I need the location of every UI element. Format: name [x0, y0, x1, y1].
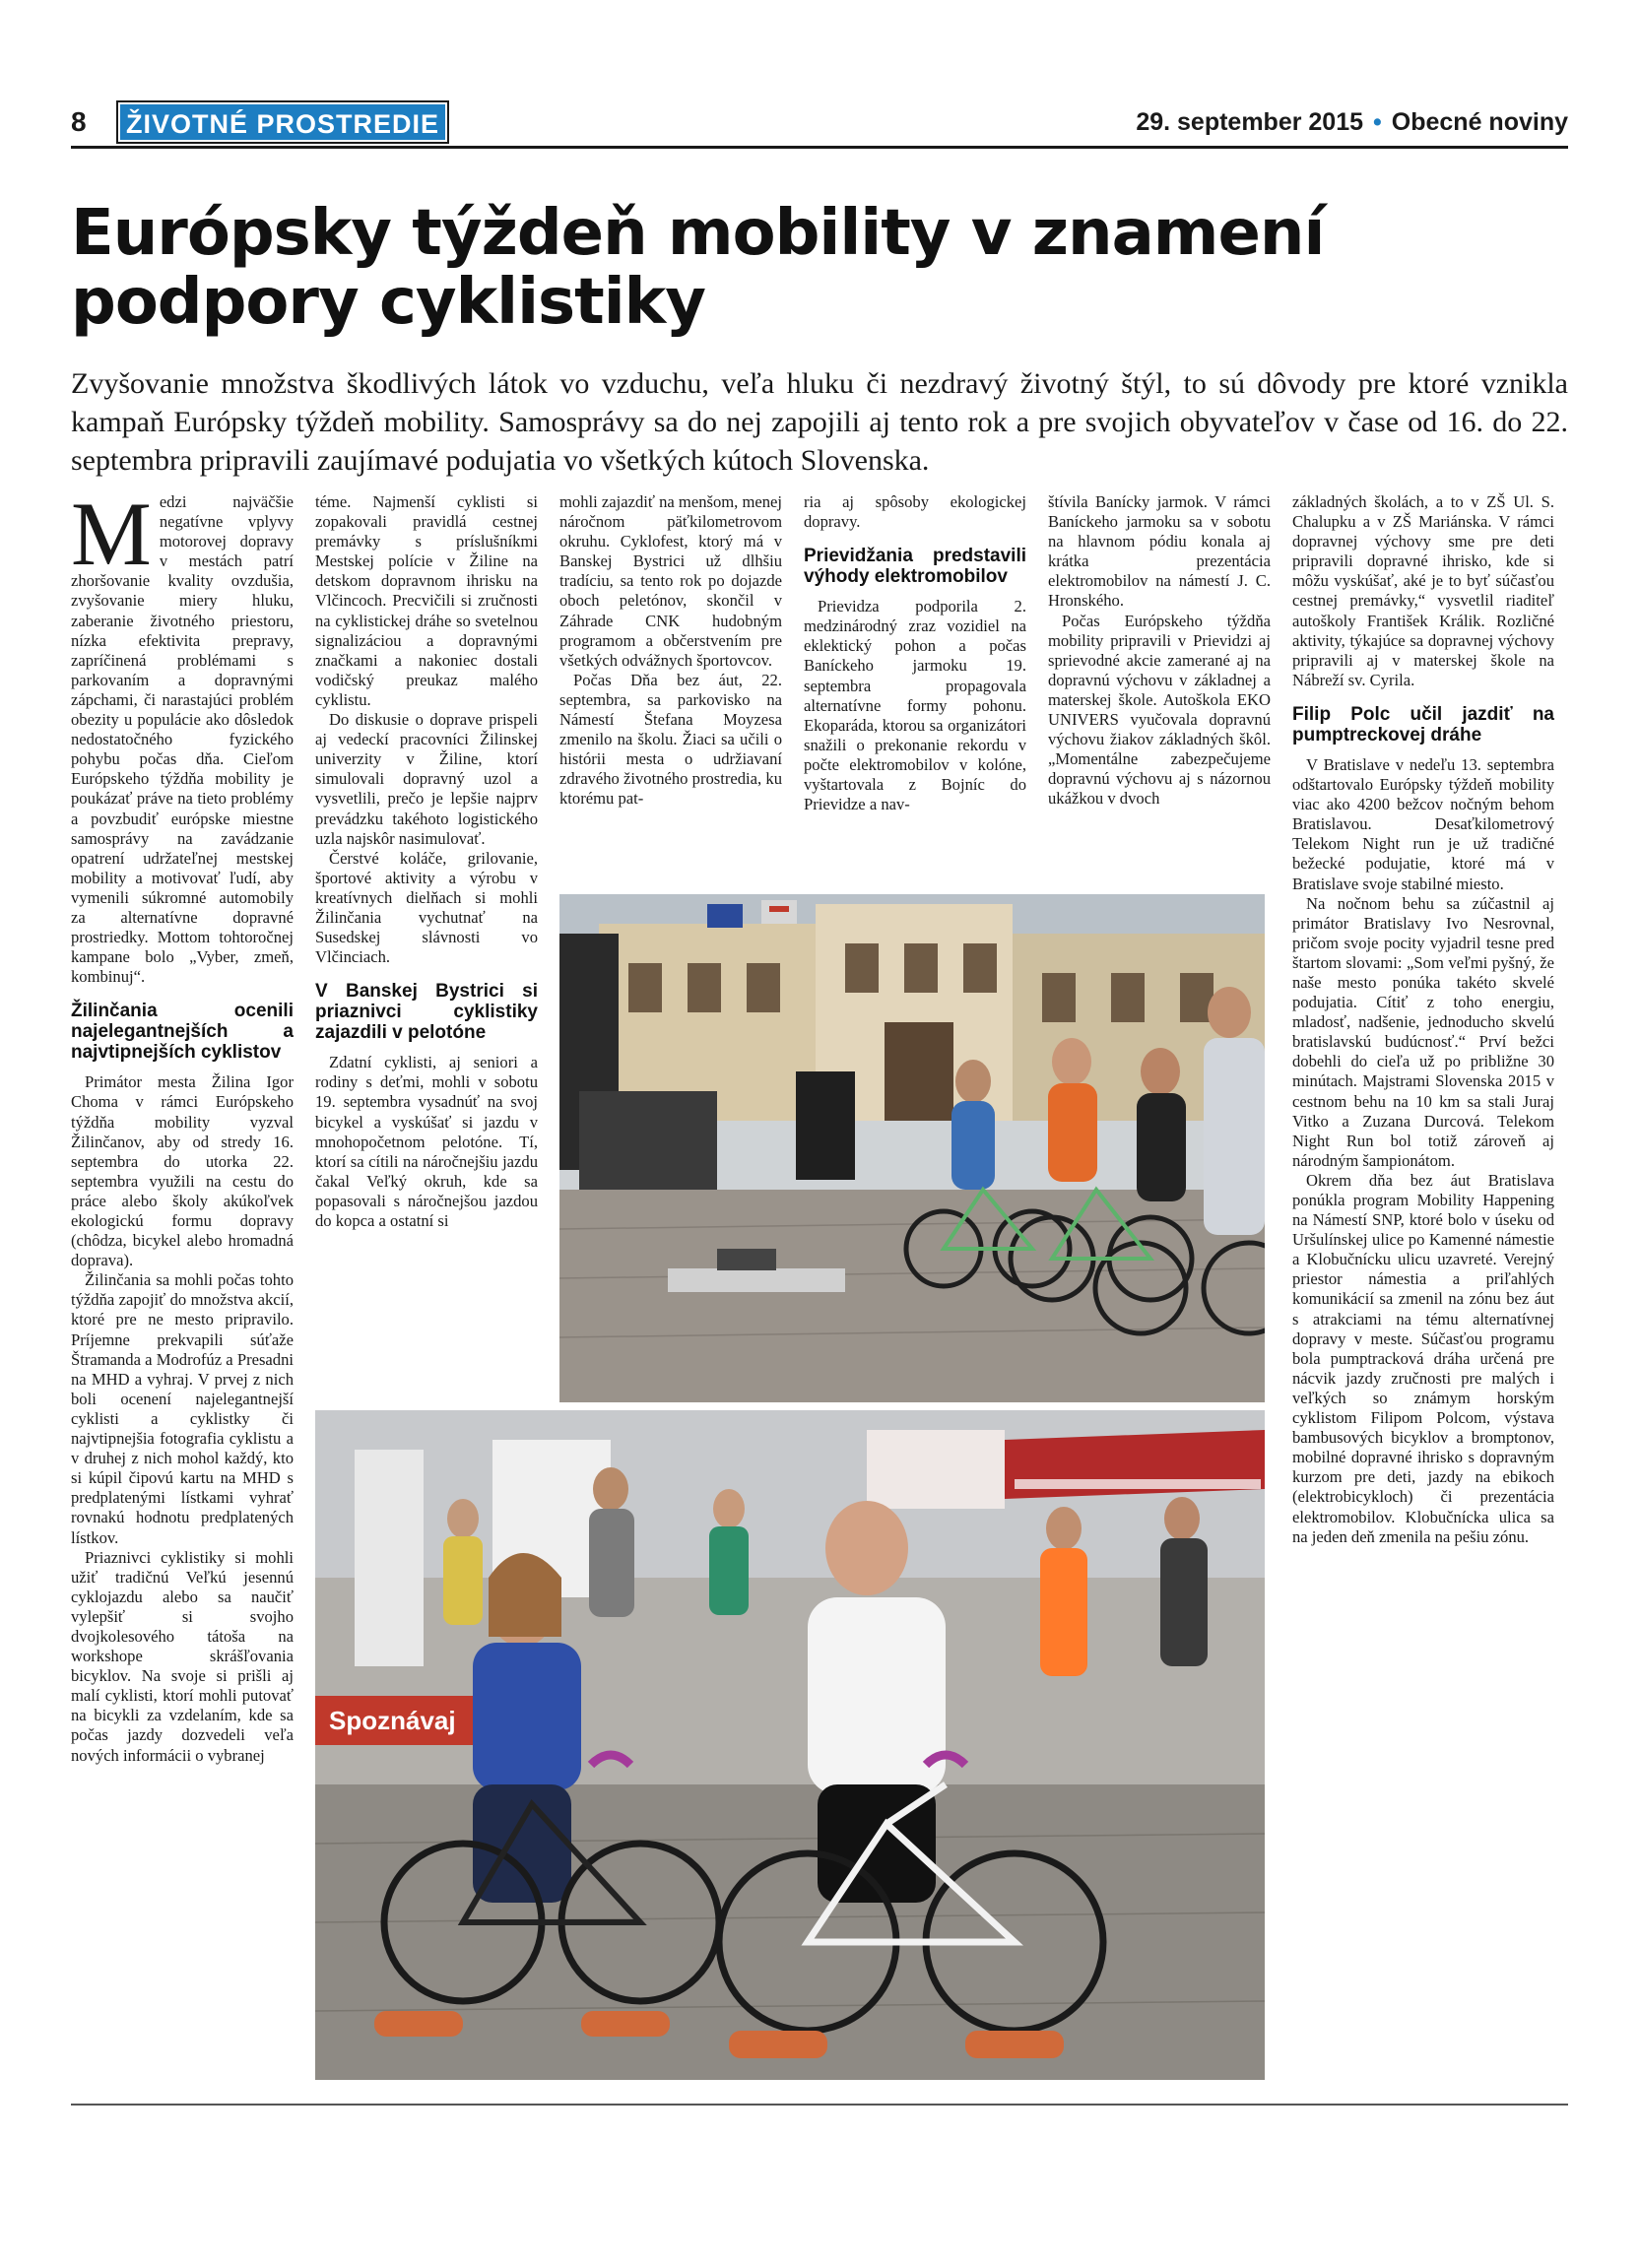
separator-dot: •: [1373, 108, 1382, 136]
paragraph-text: edzi najväčšie negatívne vplyvy motorovej dopravy v mestách patrí zhoršovanie kvality ovzdušia, zvyšovanie miery hluku, zaberanie životného priestoru, nízka efektivita prepravy, zapríčinená problémami s parkovaním a dopravnými zápchami, či narastajúci problém obezity u populácie ako dôsledok nedostatočného fyzického pohybu počas dňa. Cieľom Európskeho týždňa mobility je poukázať práve na tieto problémy a povzbudiť európske miestne samosprávy na zavádzanie opatrení udržateľnej mestskej mobility a motivovať ľudí, aby vymenili súkromné automobily za alternatívne dopravné prostriedky. Mottom tohtoročnej kampane bolo „Vyber, zmeň, kombinuj“.: [71, 492, 294, 987]
text-column-3: [559, 492, 782, 810]
text-column-2: [315, 492, 538, 1231]
paragraph: štívila Banícky jarmok. V rámci Baníckeho jarmoku sa v sobotu na hlavnom pódiu konala aj krátka prezentácia elektromobilov na námestí J. C. Hronského.: [1048, 492, 1271, 611]
subheading: Žilinčania ocenili najelegantnejších a najvtipnejších cyklistov: [71, 1001, 294, 1064]
paragraph: téme. Najmenší cyklisti si zopakovali pravidlá cestnej premávky s príslušníkmi Mestskej polície v Žiline na detskom dopravnom ihrisku na Vlčincoch. Precvičili si zručnosti na cyklistickej dráhe so svetelnou signalizáciou a dopravnými značkami a nakoniec dostali vodičský preukaz malého cyklistu.: [315, 492, 538, 709]
photo-stationary-bikes: [315, 1410, 1265, 2080]
paragraph: Počas Dňa bez áut, 22. septembra, sa parkovisko na Námestí Štefana Moyzesa zmenilo na školu. Žiaci sa učili o histórii mesta o udržiavaní zdravého životného prostredia, ku ktorému pat-: [559, 670, 782, 809]
paragraph: základných školách, a to v ZŠ Ul. S. Chalupku a v ZŠ Mariánska. V rámci dopravnej výchovy sme pre deti pripravili dopravné ihrisko, kde si môžu vyskúšať, aké je to byť súčasťou cestnej premávky,“ vysvetlil riaditeľ autoškoly František Králik. Rozličné aktivity, týkajúce sa dopravnej výchovy pripravili aj v materskej škole na Nábreží sv. Cyrila.: [1292, 492, 1554, 689]
text-column-4: [804, 492, 1026, 814]
footer-rule: [71, 2104, 1568, 2106]
photo-town-square-cyclists: [559, 894, 1265, 1402]
photo-illustration: [559, 894, 1265, 1402]
paragraph: Okrem dňa bez áut Bratislava ponúkla program Mobility Happening na Námestí SNP, ktoré bolo v úseku od Uršulínskej ulice po Kamenné námestie a Klobučnícku ulicu uzavreté. Verejný priestor námestia a priľahlých komunikácií sa zmenil na zónu bez áut s atrakciami na tému alternatívnej dopravy v meste. Súčasťou programu bola pumptracková dráha určená pre nácvik jazdy zručnosti pre malých i veľkých so známym horským cyklistom Filipom Polcom, výstava bambusových bicyklov a bromptonov, mobilné dopravné ihrisko s dopravným kurzom pre deti, jazdy na ebikoch (elektrobicykloch) či prezentácia elektromobilov. Klobučnícka ulica sa na jeden deň zmenila na pešiu zónu.: [1292, 1170, 1554, 1546]
paragraph: Žilinčania sa mohli počas tohto týždňa zapojiť do množstva akcií, ktoré pre ne mesto pripravilo. Príjemne prekvapili súťaže Štramanda a Modrofúz a Presadni na MHD a vyhraj. V prvej z nich boli ocenení najelegantnejší cyklisti a cyklistky či najvtipnejšia fotografia cyklistu a v druhej z nich mohol každý, kto si kúpil čipovú kartu na MHD s predplatenými lístkami vyhrať rovnakú hodnotu predplatených lístkov.: [71, 1270, 294, 1547]
article-headline: Európsky týždeň mobility v znamení podpory cyklistiky: [71, 197, 1325, 339]
issue-info: [1136, 108, 1568, 137]
paragraph: Zdatní cyklisti, aj seniori a rodiny s deťmi, mohli v sobotu 19. septembra vysadnúť na svoj bicykel a vyskúšať si jazdu v mnohopočetnom pelotóne. Tí, ktorí sa cítili na náročnejšiu jazdu čakal Veľký okruh, kde sa popasovali s náročnejšou jazdou do kopca a ostatní si: [315, 1053, 538, 1230]
page-number: 8: [71, 106, 87, 137]
subheading: Prievidžania predstavili výhody elektromobilov: [804, 546, 1026, 588]
paragraph: Primátor mesta Žilina Igor Choma v rámci Európskeho týždňa mobility vyzval Žilinčanov, aby od stredy 16. septembra do utorka 22. septembra využili na cestu do práce alebo školy akúkoľvek ekologickú formu dopravy (chôdza, bicykel alebo hromadná doprava).: [71, 1072, 294, 1270]
paragraph: mohli zajazdiť na menšom, menej náročnom päťkilometrovom okruhu. Cyklofest, ktorý má v Banskej Bystrici už dlhšiu tradíciu, sa tento rok po dojazde oboch peletónov, skončil v Záhrade CNK hudobným programom a občerstvením pre všetkých odvážnych športovcov.: [559, 492, 782, 670]
text-column-1: [71, 484, 294, 1766]
paragraph: [71, 484, 294, 987]
header-rule: [71, 146, 1568, 149]
article-lead: Zvyšovanie množstva škodlivých látok vo vzduchu, veľa hluku či nezdravý životný štýl, to sú dôvody pre ktoré vznikla kampaň Európsky týždeň mobility. Samosprávy sa do nej zapojili aj tento rok a pre svojich obyvateľov v čase od 16. do 22. septembra pripravili zaujímavé podujatia vo všetkých kútoch Slovenska.: [71, 367, 1568, 477]
paragraph: ria aj spôsoby ekologickej dopravy.: [804, 492, 1026, 532]
paragraph: Prievidza podporila 2. medzinárodný zraz vozidiel na eklektický pohon a počas Baníckeho jarmoku 19. septembra propagovala alternatívne formy pohonu. Ekoparáda, ktorou sa organizátori snažili o prekonanie rekordu v počte elektromobilov v kolóne, vyštartovala z Bojníc do Prievidze a nav-: [804, 597, 1026, 814]
drop-cap: M: [71, 484, 152, 584]
publication-name: Obecné noviny: [1391, 108, 1568, 136]
banner-text: Spoznávaj: [329, 1706, 456, 1735]
issue-date: 29. september 2015: [1136, 108, 1364, 136]
section-label: ŽIVOTNÉ PROSTREDIE: [118, 102, 447, 142]
text-column-5: [1048, 492, 1271, 810]
photo-illustration: [315, 1410, 1265, 2080]
page-header: [71, 102, 1568, 146]
paragraph: Čerstvé koláče, grilovanie, športové aktivity a výrobu v kreatívnych dielňach si mohli Žilinčania vychutnať na Susedskej slávnosti vo Vlčinciach.: [315, 848, 538, 967]
paragraph: Priaznivci cyklistiky si mohli užiť tradičnú Veľkú jesennú cyklojazdu alebo sa naučiť vylepšiť si svojho dvojkolesového tátoša na workshope skrášľovania bicyklov. Na svoje si prišli aj malí cyklisti, ktorí mohli putovať na bicykli za vzdelaním, kde sa počas jazdy dozvedeli veľa nových informácii o vybranej: [71, 1547, 294, 1765]
paragraph: Do diskusie o doprave prispeli aj vedeckí pracovníci Žilinskej univerzity v Žiline, ktorí simulovali dopravný uzol a vysvetlili, prečo je lepšie najprv prevádzku takéhoto logistického uzla najskôr nasimulovať.: [315, 710, 538, 848]
paragraph: V Bratislave v nedeľu 13. septembra odštartovalo Európsky týždeň mobility viac ako 4200 bežcov nočným behom Bratislavou. Desaťkilometrový Telekom Night run je už tradičné bežecké podujatie, ktoré má v Bratislave svoje stabilné miesto.: [1292, 754, 1554, 893]
subheading: Filip Polc učil jazdiť na pumptreckovej dráhe: [1292, 703, 1554, 745]
text-column-6: [1292, 492, 1554, 1547]
paragraph: Na nočnom behu sa zúčastnil aj primátor Bratislavy Ivo Nesrovnal, pričom svoje pocity vyjadril tesne pred štartom slovami: „Som veľmi pyšný, že naše mesto ponúka takéto skvelé podujatia. Cítiť z toho energiu, mladosť, nadšenie, jednoducho skvelú bratislavskú budúcnosť.“ Prví bežci dobehli do cieľa už po približne 30 minútach. Majstrami Slovenska 2015 v cestnom behu na 10 km sa stali Juraj Vitko a Zuzana Durcová. Telekom Night Run bol totiž zároveň aj národným šampionátom.: [1292, 893, 1554, 1170]
paragraph: Počas Európskeho týždňa mobility pripravili v Prievidzi aj sprievodné akcie zamerané aj na dopravnú výchovu v základnej a materskej škole. Autoškola EKO UNIVERS vyučovala dopravnú výchovu žiakov základných škôl. „Momentálne zabezpečujeme dopravnú výchovu aj s názornou ukážkou v dvoch: [1048, 611, 1271, 809]
subheading: V Banskej Bystrici si priaznivci cyklistiky zajazdili v pelotóne: [315, 981, 538, 1044]
